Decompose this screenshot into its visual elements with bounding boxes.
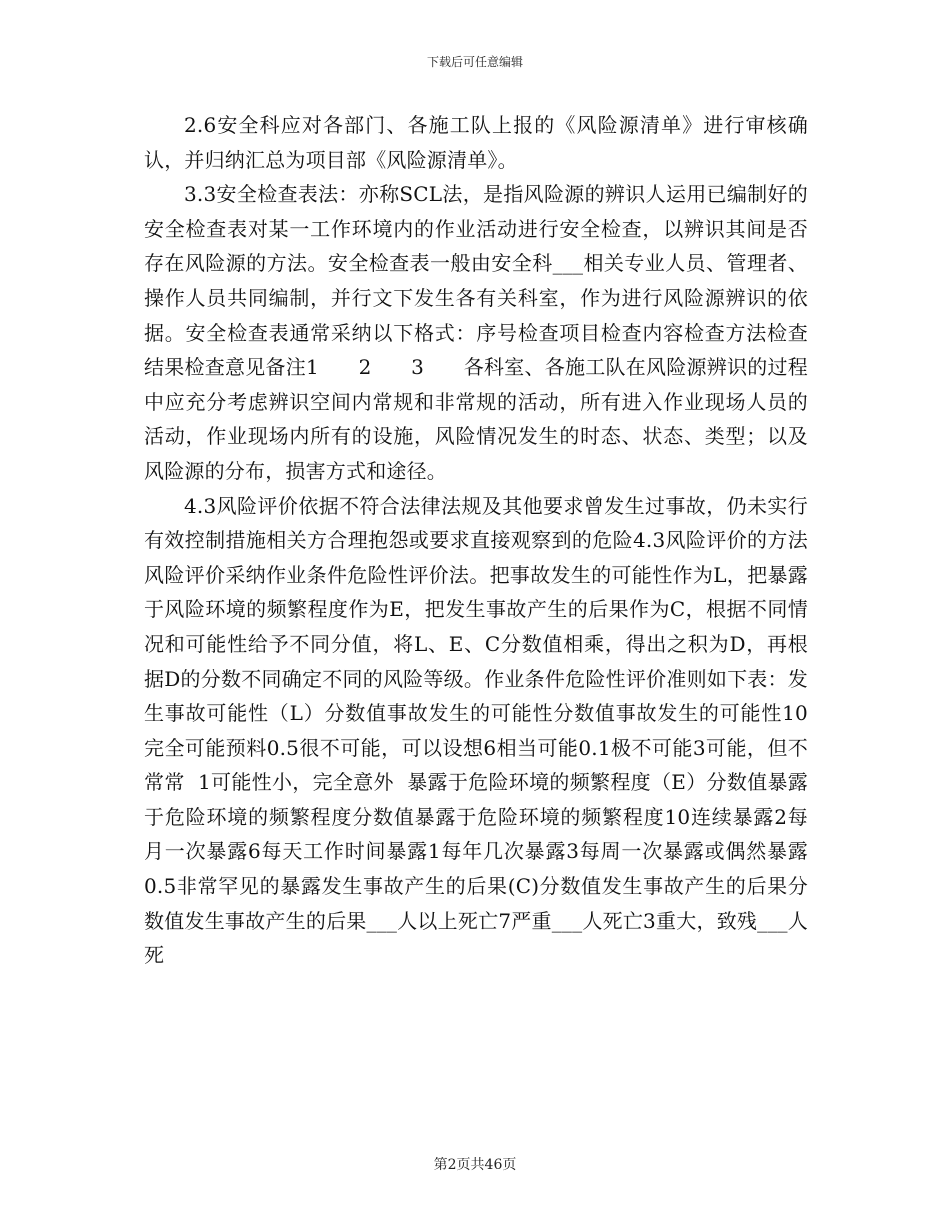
page-footer: 第2页共46页 bbox=[433, 1157, 517, 1173]
paragraph-3-3: 3.3安全检查表法：亦称SCL法，是指风险源的辨识人运用已编制好的安全检查表对某一工作环境内的作业活动进行安全检查，以辨识其间是否存在风险源的方法。安全检查表一般由安全科___相关专业人员、管理者、操作人员共同编制，并行文下发生各有关科室，作为进行风险源辨识的依据。安全检查表通常采纳以下格式：序号检查项目检查内容检查方法检查结果检查意见备注1 2 3 各科室、各施工队在风险源辨识的过程中应充分考虑辨识空间内常规和非常规的活动，所有进入作业现场人员的活动，作业现场内所有的设施，风险情况发生的时态、状态、类型；以及风险源的分布，损害方式和途径。 bbox=[144, 182, 808, 483]
paragraph-2-6: 2.6安全科应对各部门、各施工队上报的《风险源清单》进行审核确认，并归纳汇总为项目部《风险源清单》。 bbox=[144, 113, 808, 172]
document-body bbox=[144, 108, 808, 973]
page-header: 下载后可任意编辑 bbox=[426, 55, 523, 69]
paragraph-4-3: 4.3风险评价依据不符合法律法规及其他要求曾发生过事故，仍未实行有效控制措施相关方合理抱怨或要求直接观察到的危险4.3风险评价的方法风险评价采纳作业条件危险性评价法。把事故发生的可能性作为L，把暴露于风险环境的频繁程度作为E，把发生事故产生的后果作为C，根据不同情况和可能性给予不同分值，将L、E、C分数值相乘，得出之积为D，再根据D的分数不同确定不同的风险等级。作业条件危险性评价准则如下表：发生事故可能性（L）分数值事故发生的可能性分数值事故发生的可能性10完全可能预料0.5很不可能，可以设想6相当可能0.1极不可能3可能，但不常常 1可能性小，完全意外 暴露于危险环境的频繁程度（E）分数值暴露于危险环境的频繁程度分数值暴露于危险环境的频繁程度10连续暴露2每月一次暴露6每天工作时间暴露1每年几次暴露3每周一次暴露或偶然暴露0.5非常罕见的暴露发生事故产生的后果(C)分数值发生事故产生的后果分数值发生事故产生的后果___人以上死亡7严重___人死亡3重大，致残___人死 bbox=[144, 493, 808, 968]
